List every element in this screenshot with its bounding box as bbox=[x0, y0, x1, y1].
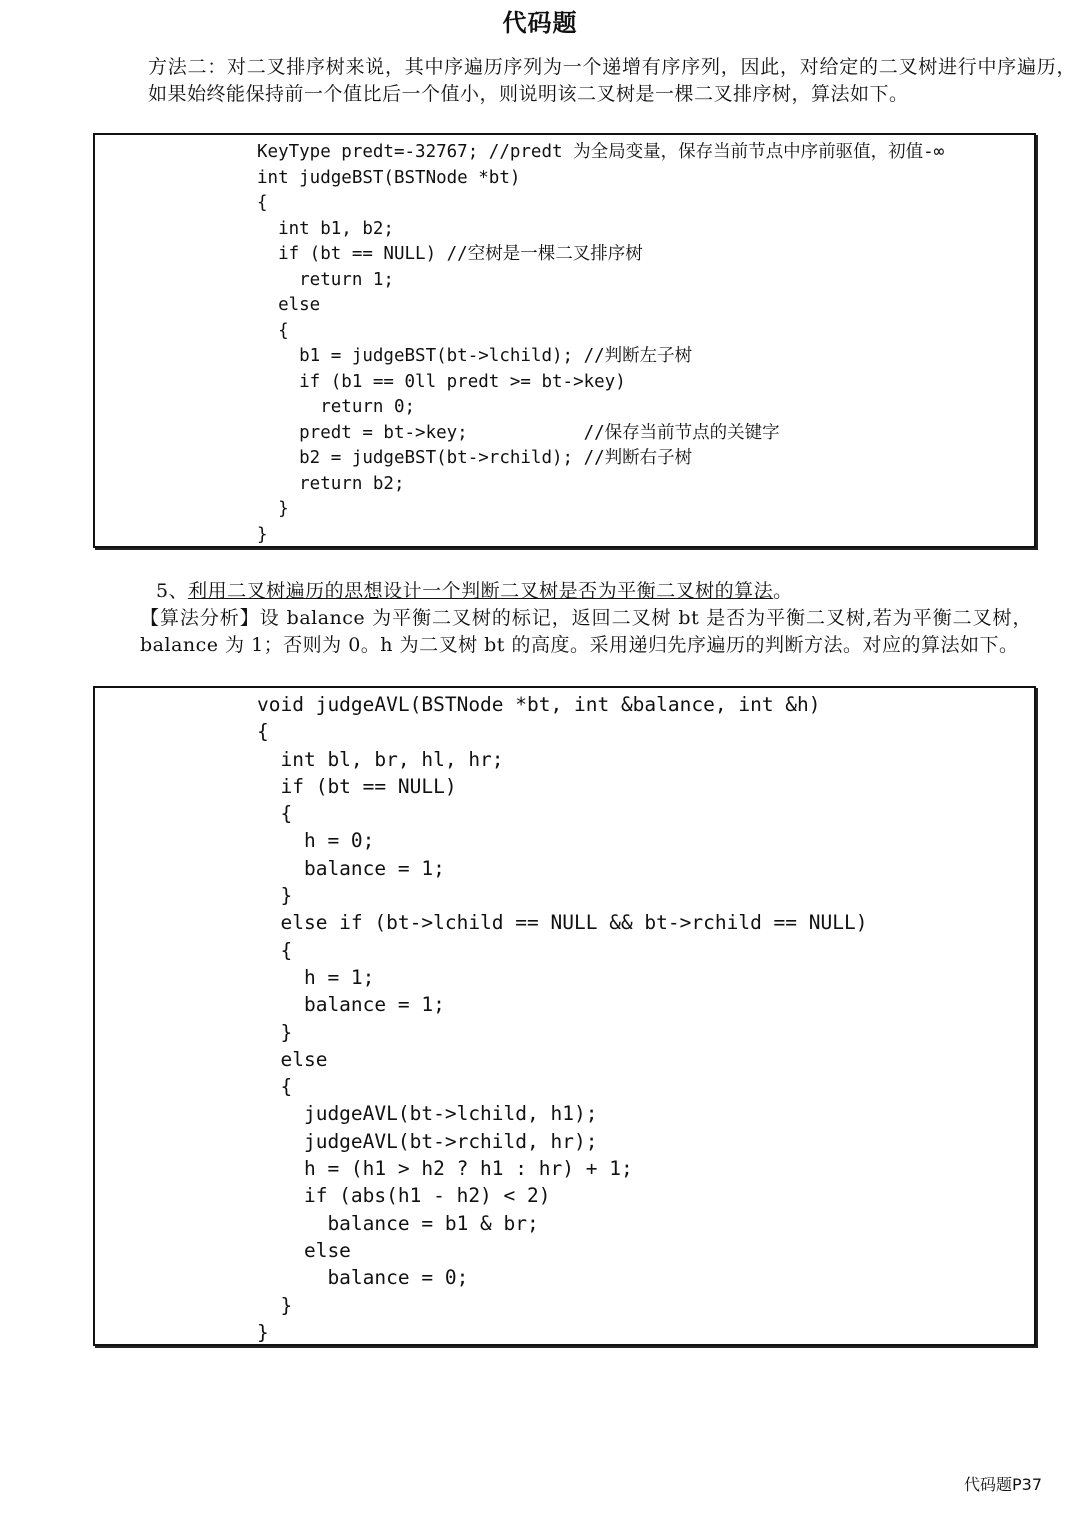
code-line: { bbox=[257, 320, 289, 341]
code-line: balance = 1; bbox=[257, 993, 445, 1017]
code-line: return 0; bbox=[257, 397, 416, 417]
code-line: int judgeBST(BSTNode *bt) bbox=[257, 167, 521, 188]
question5-section bbox=[104, 578, 1032, 659]
code-line: else bbox=[257, 1238, 351, 1262]
code-line: } bbox=[257, 1293, 293, 1317]
code-line: judgeAVL(bt->rchild, hr); bbox=[257, 1129, 598, 1153]
code-lines-judge-avl bbox=[95, 688, 1034, 1346]
code-line: h = 0; bbox=[257, 829, 375, 853]
page-title: 代码题 bbox=[502, 9, 578, 37]
code-line: } bbox=[257, 1020, 293, 1044]
question5-heading-end: 。 bbox=[773, 580, 793, 602]
code-line: } bbox=[257, 884, 293, 908]
code-line: { bbox=[257, 193, 268, 213]
code-line: if (bt == NULL) bbox=[257, 774, 457, 798]
code-line: { bbox=[257, 1075, 293, 1099]
code-line: } bbox=[257, 524, 268, 545]
code-line: if (b1 == 0ll predt >= bt->key) bbox=[257, 371, 626, 392]
code-lines-judge-bst bbox=[95, 135, 1034, 548]
question5-heading bbox=[104, 578, 1032, 605]
code-line: { bbox=[257, 720, 269, 744]
code-line: predt = bt->key; //保存当前节点的关键字 bbox=[257, 422, 780, 443]
code-line: { bbox=[257, 802, 293, 826]
code-line: else if (bt->lchild == NULL && bt->rchild == NULL) bbox=[257, 911, 868, 935]
code-line: h = 1; bbox=[257, 965, 375, 989]
code-line: if (bt == NULL) //空树是一棵二叉排序树 bbox=[257, 244, 643, 264]
code-line: KeyType predt=-32767; //predt 为全局变量，保存当前节点中序前驱值，初值-∞ bbox=[257, 142, 945, 162]
code-line: judgeAVL(bt->lchild, h1); bbox=[257, 1102, 598, 1126]
code-line: int bl, br, hl, hr; bbox=[257, 747, 504, 771]
code-line: h = (h1 > h2 ? h1 : hr) + 1; bbox=[257, 1157, 633, 1181]
code-line: else bbox=[257, 1047, 328, 1071]
code-line: { bbox=[257, 938, 293, 962]
code-block-judge-avl bbox=[93, 686, 1036, 1346]
question5-analysis: 【算法分析】设 balance 为平衡二叉树的标记，返回二叉树 bt 是否为平衡二叉树,若为平衡二叉树，balance 为 1；否则为 0。h 为二叉树 bt 的高度。采用递归先序遍历的判断方法。对应的算法如下。 bbox=[140, 607, 1032, 656]
code-line: return 1; bbox=[257, 269, 394, 290]
code-block-judge-bst bbox=[93, 133, 1036, 548]
code-line: if (abs(h1 - h2) < 2) bbox=[257, 1184, 551, 1208]
code-line: void judgeAVL(BSTNode *bt, int &balance, int &h) bbox=[257, 693, 821, 716]
method2-paragraph: 方法二：对二叉排序树来说，其中序遍历序列为一个递增有序序列，因此，对给定的二叉树进行中序遍历，如果始终能保持前一个值比后一个值小，则说明该二叉树是一棵二叉排序树，算法如下。 bbox=[148, 56, 1076, 105]
code-line: balance = 1; bbox=[257, 856, 445, 880]
page-footer: 代码题P37 bbox=[964, 1475, 1043, 1494]
code-line: return b2; bbox=[257, 473, 405, 494]
code-line: else bbox=[257, 295, 321, 315]
code-line: balance = 0; bbox=[257, 1266, 469, 1290]
code-line: } bbox=[257, 1320, 269, 1344]
code-line: b2 = judgeBST(bt->rchild); //判断右子树 bbox=[257, 448, 693, 468]
code-line: } bbox=[257, 499, 289, 519]
code-line: int b1, b2; bbox=[257, 218, 394, 239]
code-line: b1 = judgeBST(bt->lchild); //判断左子树 bbox=[257, 346, 693, 366]
code-line: balance = b1 & br; bbox=[257, 1211, 539, 1235]
question5-number: 5、 bbox=[156, 580, 189, 602]
question5-heading-text: 利用二叉树遍历的思想设计一个判断二叉树是否为平衡二叉树的算法 bbox=[188, 580, 774, 602]
